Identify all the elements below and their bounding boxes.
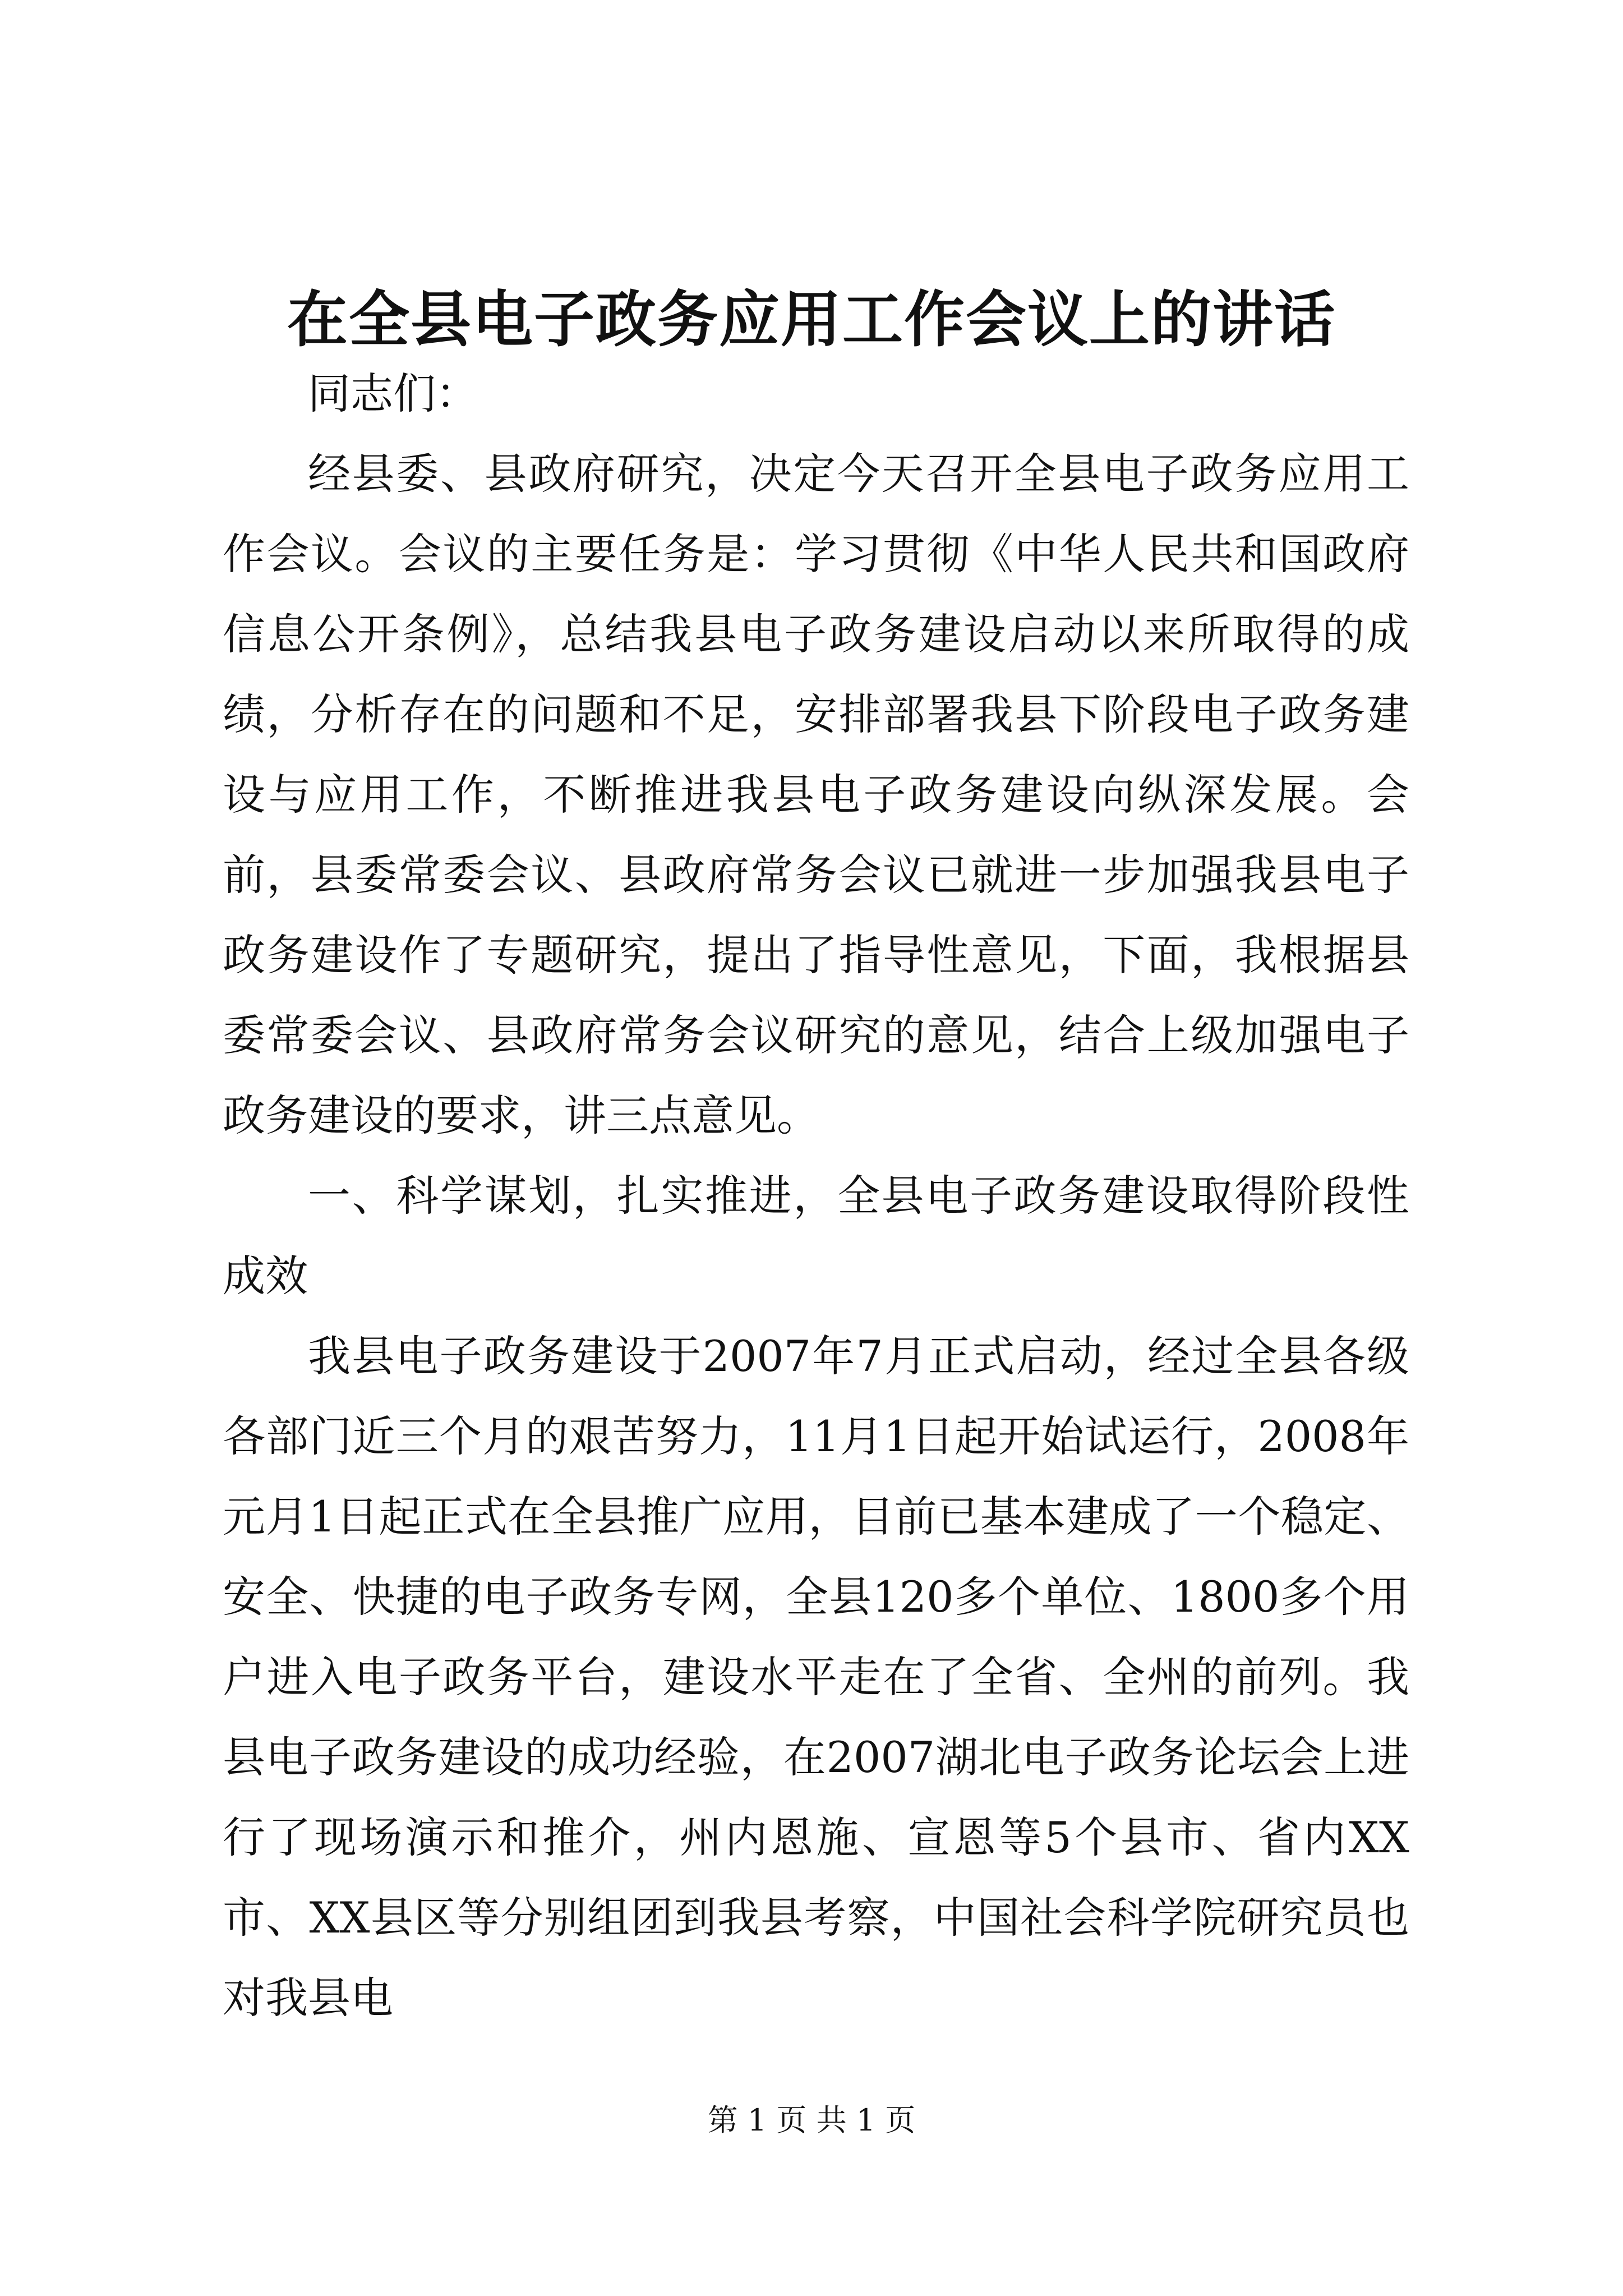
intro-paragraph: 经县委、县政府研究，决定今天召开全县电子政务应用工作会议。会议的主要任务是：学习贯彻《中华人民共和国政府信息公开条例》，总结我县电子政务建设启动以来所取得的成绩，分析存在的问题和不足，安排部署我县下阶段电子政务建设与应用工作，不断推进我县电子政务建设向纵深发展。会前，县委常委会议、县政府常务会议已就进一步加强我县电子政务建设作了专题研究，提出了指导性意见，下面，我根据县委常委会议、县政府常务会议研究的意见，结合上级加强电子政务建设的要求，讲三点意见。 (223, 449, 1409, 1140)
page-footer: 第 1 页 共 1 页 (707, 2102, 916, 2138)
body-paragraph: 我县电子政务建设于2007年7月正式启动，经过全县各级各部门近三个月的艰苦努力，11月1日起开始试运行，2008年元月1日起正式在全县推广应用，目前已基本建成了一个稳定、安全、快捷的电子政务专网，全县120多个单位、1800多个用户进入电子政务平台，建设水平走在了全省、全州的前列。我县电子政务建设的成功经验，在2007湖北电子政务论坛会上进行了现场演示和推介，州内恩施、宣恩等5个县市、省内XX市、XX县区等分别组团到我县考察，中国社会科学院研究员也对我县电 (223, 1331, 1409, 2023)
section-heading-1: 一、科学谋划，扎实推进，全县电子政务建设取得阶段性成效 (223, 1171, 1409, 1301)
document-body (223, 353, 1409, 2038)
document-title: 在全县电子政务应用工作会议上的讲话 (287, 284, 1336, 355)
salutation-paragraph: 同志们： (308, 369, 478, 418)
